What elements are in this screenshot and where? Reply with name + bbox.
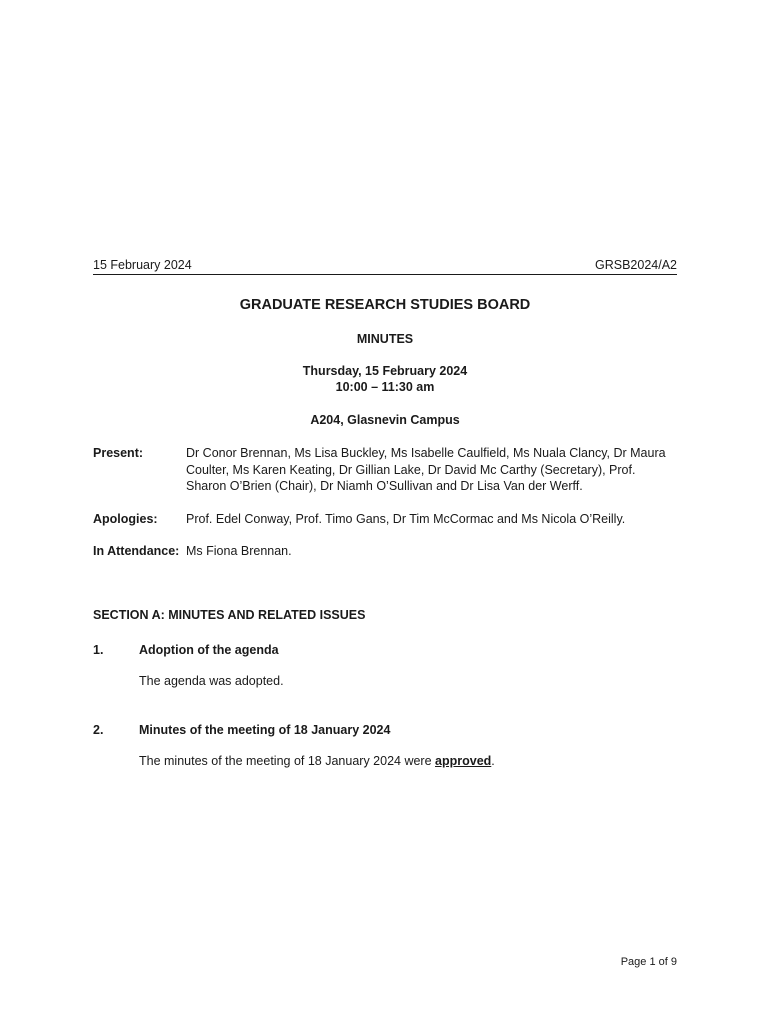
approved-emphasis: approved	[435, 754, 492, 768]
item-body	[139, 753, 669, 769]
page-number: Page 1 of 9	[620, 956, 677, 968]
document-title: GRADUATE RESEARCH STUDIES BOARD	[239, 297, 531, 313]
item-number: 2.	[93, 723, 104, 737]
present-list: Dr Conor Brennan, Ms Lisa Buckley, Ms Isabelle Caulfield, Ms Nuala Clancy, Dr Maura Coulter, Ms Karen Keating, Dr Gillian Lake, Dr David Mc Carthy (Secretary), Prof. Sharon O’Brien (Chair), Dr Niamh O’Sullivan and Dr Lisa Van der Werff.	[186, 446, 666, 493]
item-body: The agenda was adopted.	[139, 674, 284, 688]
section-a-heading: SECTION A: MINUTES AND RELATED ISSUES	[93, 608, 366, 622]
document-subtitle: MINUTES	[356, 332, 414, 346]
apologies-list: Prof. Edel Conway, Prof. Timo Gans, Dr Tim McCormac and Ms Nicola O’Reilly.	[186, 512, 626, 526]
meeting-datetime	[93, 363, 677, 395]
attendance-list: Ms Fiona Brennan.	[186, 544, 292, 558]
item-body-end: .	[491, 754, 495, 768]
header-date: 15 February 2024	[93, 258, 192, 272]
item-number: 1.	[93, 643, 104, 657]
item-heading: Adoption of the agenda	[139, 643, 279, 657]
item-body-text: The minutes of the meeting of 18 January 2024 were	[139, 754, 436, 768]
meeting-date: Thursday, 15 February 2024	[302, 364, 468, 378]
meeting-time: 10:00 – 11:30 am	[335, 380, 435, 394]
document-header	[93, 258, 677, 275]
apologies-label: Apologies:	[93, 512, 158, 526]
item-heading: Minutes of the meeting of 18 January 2024	[139, 723, 391, 737]
attendance-label: In Attendance:	[93, 544, 180, 558]
header-reference: GRSB2024/A2	[595, 258, 677, 272]
present-label: Present:	[93, 446, 144, 460]
meeting-location: A204, Glasnevin Campus	[310, 413, 460, 427]
